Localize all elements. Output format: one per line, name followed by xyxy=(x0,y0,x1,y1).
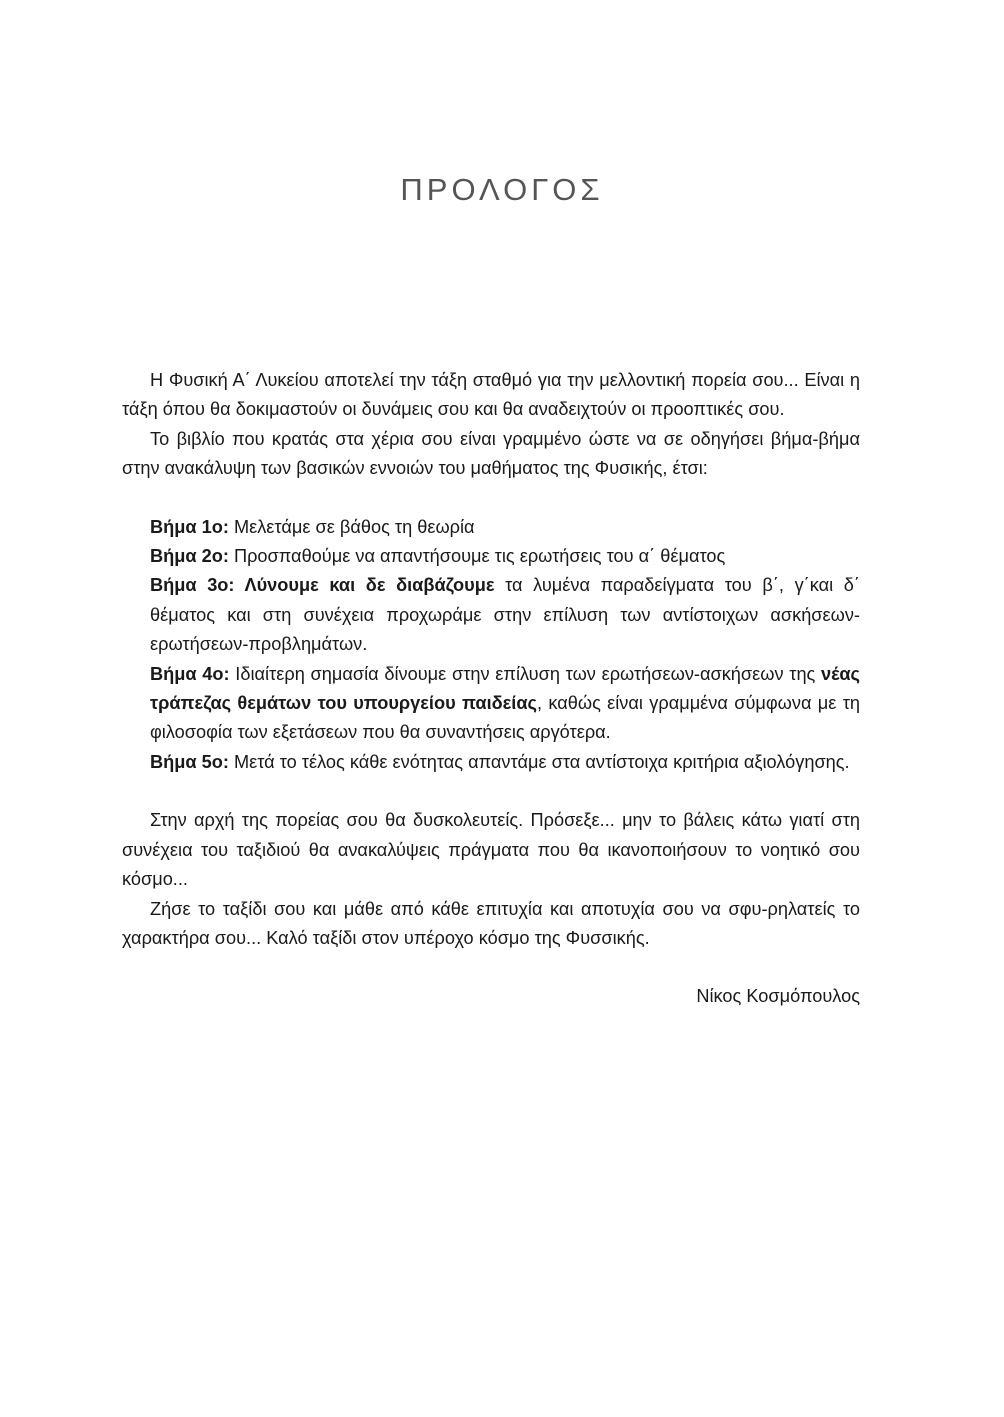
prologue-body xyxy=(122,366,860,1012)
closing-paragraph-2: Ζήσε το ταξίδι σου και μάθε από κάθε επιτυχία και αποτυχία σου να σφυ-ρηλατείς το χαρακτήρα σου... Καλό ταξίδι στον υπέροχο κόσμο της Φυσσικής. xyxy=(122,898,860,948)
step-5 xyxy=(150,748,860,777)
intro-paragraph-1: Η Φυσική Α΄ Λυκείου αποτελεί την τάξη σταθμό για την μελλοντική πορεία σου... Είναι η τάξη όπου θα δοκιμαστούν οι δυνάμεις σου και θα αναδειχτούν οι προοπτικές σου. xyxy=(122,370,860,420)
step-1 xyxy=(150,513,860,542)
page-title: ΠΡΟΛΟΓΟΣ xyxy=(400,172,604,207)
step-1-label: Βήμα 1ο: xyxy=(150,516,229,537)
step-2-label: Βήμα 2ο: xyxy=(150,546,229,567)
step-4-label: Βήμα 4ο: xyxy=(150,663,230,684)
intro-paragraph-2: Το βιβλίο που κρατάς στα χέρια σου είναι γραμμένο ώστε να σε οδηγήσει βήμα-βήμα στην ανακάλυψη των βασικών εννοιών του μαθήματος της Φυσικής, έτσι: xyxy=(122,428,860,479)
step-5-text: Μετά το τέλος κάθε ενότητας απαντάμε στα αντίστοιχα κριτήρια αξιολόγησης. xyxy=(228,751,850,772)
step-2-text: Προσπαθούμε να απαντήσουμε τις ερωτήσεις του α΄ θέματος xyxy=(228,546,726,567)
step-1-text: Μελετάμε σε βάθος τη θεωρία xyxy=(228,516,475,537)
step-4-text-a: Ιδιαίτερη σημασία δίνουμε στην επίλυση των ερωτήσεων-ασκήσεων της xyxy=(229,663,822,684)
closing-paragraph-1: Στην αρχή της πορείας σου θα δυσκολευτείς. Πρόσεξε... μην το βάλεις κάτω γιατί στη συνέχεια του ταξιδιού θα ανακαλύψεις πράγματα που θα ικανοποιήσουν το νοητικό σου κόσμο... xyxy=(122,810,860,890)
step-4 xyxy=(150,660,860,748)
author-signature: Νίκος Κοσμόπουλος xyxy=(696,986,860,1007)
steps-list xyxy=(122,513,860,778)
step-3-text: τα λυμένα παραδείγματα του β΄, γ΄και δ΄ θέματος και στη συνέχεια προχωράμε στην επίλυση των αντίστοιχων ασκήσεων-ερωτήσεων-προβλημάτων. xyxy=(150,575,860,655)
step-4-text-b: , καθώς είναι γραμμένα σύμφωνα με τη φιλοσοφία των εξετάσεων που θα συναντήσεις αργότερα. xyxy=(150,693,860,743)
step-3 xyxy=(150,571,860,659)
step-2 xyxy=(150,542,860,571)
step-3-label: Βήμα 3ο: Λύνουμε και δε διαβάζουμε xyxy=(150,575,495,596)
step-4-bold-text: νέας τράπεζας θεμάτων του υπουργείου παιδείας xyxy=(150,663,861,714)
step-5-label: Βήμα 5ο: xyxy=(150,751,229,772)
